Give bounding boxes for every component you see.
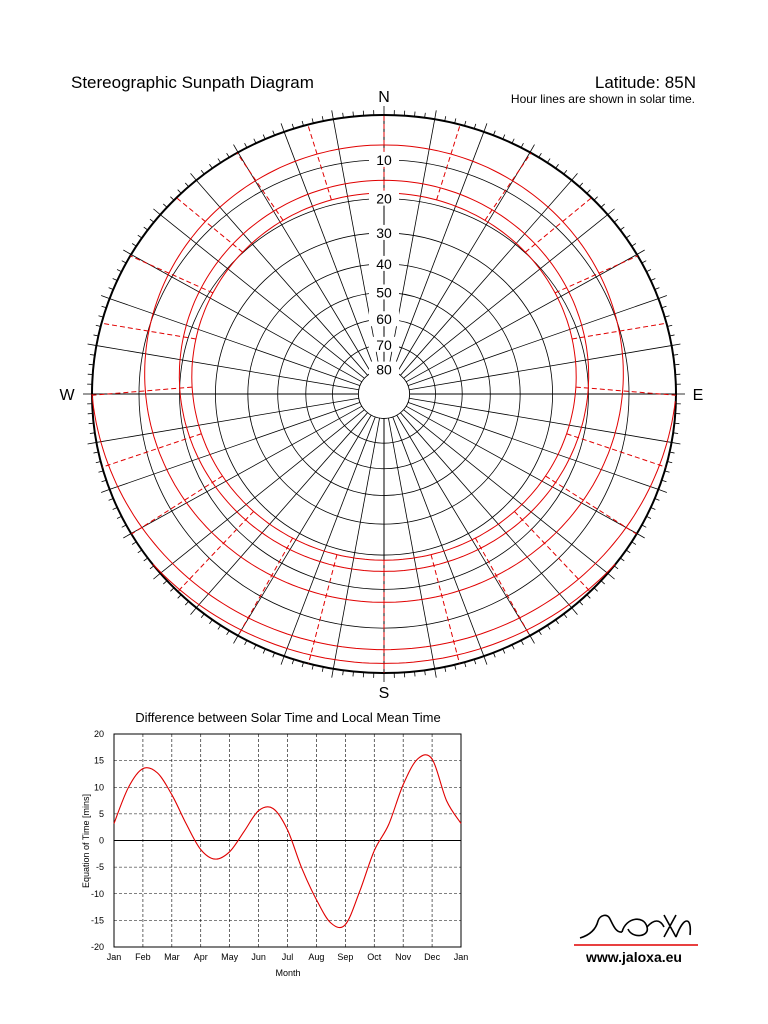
azimuth-tick xyxy=(608,209,615,215)
website-url: www.jaloxa.eu xyxy=(586,949,682,965)
azimuth-tick xyxy=(655,288,660,290)
azimuth-tick xyxy=(163,581,167,584)
azimuth-tick xyxy=(123,534,131,539)
azimuth-tick xyxy=(138,235,142,238)
azimuth-tick xyxy=(122,261,126,263)
altitude-label: 40 xyxy=(376,255,392,272)
hour-line xyxy=(555,256,638,293)
azimuth-tick xyxy=(651,278,656,280)
compass-south-label: S xyxy=(378,685,390,700)
azimuth-tick xyxy=(263,135,265,140)
azimuth-tick xyxy=(672,344,681,346)
azimuth-tick xyxy=(254,139,256,143)
azimuth-tick xyxy=(117,516,121,518)
y-tick-label: -15 xyxy=(90,915,104,926)
azimuth-tick xyxy=(153,573,160,579)
azimuth-tick xyxy=(594,197,598,200)
azimuth-tick xyxy=(170,588,174,591)
azimuth-tick xyxy=(281,123,284,131)
azimuth-tick xyxy=(353,112,354,117)
azimuth-tick xyxy=(539,631,542,635)
azimuth-tick xyxy=(646,270,650,272)
hour-line xyxy=(178,511,254,591)
azimuth-tick xyxy=(435,110,437,119)
azimuth-tick xyxy=(101,295,109,298)
azimuth-tick xyxy=(512,645,514,649)
azimuth-tick xyxy=(88,442,97,444)
chart-grid xyxy=(114,734,461,947)
azimuth-tick xyxy=(564,170,567,174)
azimuth-tick xyxy=(547,159,550,163)
azimuth-tick xyxy=(88,344,97,346)
azimuth-tick xyxy=(245,143,247,147)
azimuth-tick xyxy=(132,244,136,247)
x-tick-label: Jan xyxy=(453,952,469,962)
hour-line xyxy=(437,125,461,200)
azimuth-tick xyxy=(658,295,666,298)
jaloxa-logo xyxy=(572,905,702,950)
y-tick-label: 20 xyxy=(93,729,104,739)
chart-ticks xyxy=(91,729,468,962)
azimuth-tick xyxy=(201,614,204,618)
azimuth-tick xyxy=(572,173,578,180)
azimuth-tick xyxy=(138,550,142,553)
azimuth-tick xyxy=(674,423,679,424)
azimuth-tick xyxy=(642,261,646,263)
x-tick-label: May xyxy=(221,952,239,962)
azimuth-tick xyxy=(153,209,160,215)
azimuth-tick xyxy=(672,442,681,444)
azimuth-tick xyxy=(218,625,221,629)
azimuth-tick xyxy=(281,656,284,664)
azimuth-tick xyxy=(415,112,416,117)
azimuth-tick xyxy=(658,489,666,492)
azimuth-tick xyxy=(234,636,239,644)
azimuth-tick xyxy=(503,649,505,654)
hour-line xyxy=(131,476,222,534)
azimuth-tick xyxy=(123,250,131,255)
hour-line xyxy=(237,153,283,220)
azimuth-tick xyxy=(101,489,109,492)
x-tick-label: Oct xyxy=(367,952,382,962)
azimuth-tick xyxy=(651,507,656,509)
x-tick-label: Feb xyxy=(135,952,151,962)
altitude-label: 20 xyxy=(376,190,392,207)
azimuth-tick xyxy=(637,534,645,539)
azimuth-tick xyxy=(132,542,136,545)
azimuth-tick xyxy=(185,601,188,605)
azimuth-tick xyxy=(564,614,567,618)
azimuth-tick xyxy=(620,558,624,561)
altitude-label: 80 xyxy=(376,361,392,378)
azimuth-line xyxy=(160,410,364,574)
azimuth-tick xyxy=(113,507,118,509)
azimuth-tick xyxy=(332,669,334,678)
azimuth-tick xyxy=(601,204,605,207)
altitude-label: 10 xyxy=(376,151,392,168)
latitude-label: Latitude: 85N xyxy=(594,73,696,92)
azimuth-tick xyxy=(150,566,154,569)
hour-line xyxy=(308,125,332,200)
azimuth-tick xyxy=(178,190,181,194)
azimuth-tick xyxy=(144,227,148,230)
y-tick-label: 10 xyxy=(93,782,104,793)
azimuth-tick xyxy=(150,219,154,222)
azimuth-tick xyxy=(626,550,630,553)
azimuth-tick xyxy=(218,159,221,163)
azimuth-tick xyxy=(227,631,230,635)
azimuth-tick xyxy=(484,656,487,664)
azimuth-tick xyxy=(626,235,630,238)
compass-east-label: E xyxy=(692,387,704,404)
azimuth-tick xyxy=(332,110,334,119)
azimuth-tick xyxy=(556,164,559,168)
azimuth-tick xyxy=(579,183,582,187)
x-tick-label: Jun xyxy=(251,952,266,962)
hour-line xyxy=(485,153,531,220)
azimuth-tick xyxy=(245,640,247,644)
logo-script xyxy=(580,915,690,938)
y-tick-label: -10 xyxy=(90,888,104,899)
azimuth-tick xyxy=(353,671,354,676)
azimuth-tick xyxy=(637,250,645,255)
azimuth-tick xyxy=(594,588,598,591)
y-tick-label: 15 xyxy=(93,755,104,766)
azimuth-tick xyxy=(122,525,126,527)
azimuth-tick xyxy=(109,499,114,501)
azimuth-tick xyxy=(89,423,94,424)
azimuth-tick xyxy=(512,139,514,143)
azimuth-tick xyxy=(201,170,204,174)
altitude-label: 50 xyxy=(376,284,392,301)
azimuth-tick xyxy=(178,595,181,599)
compass-north-label: N xyxy=(378,89,390,106)
azimuth-tick xyxy=(263,649,265,654)
azimuth-tick xyxy=(191,173,197,180)
x-tick-label: Dec xyxy=(424,952,441,962)
y-tick-label: -5 xyxy=(95,862,104,873)
azimuth-tick xyxy=(601,581,605,584)
hour-line xyxy=(308,555,336,664)
azimuth-tick xyxy=(170,197,174,200)
azimuth-tick xyxy=(521,640,523,644)
azimuth-tick xyxy=(547,625,550,629)
azimuth-tick xyxy=(642,525,646,527)
altitude-label: 30 xyxy=(376,224,392,241)
x-tick-label: Nov xyxy=(395,952,412,962)
azimuth-tick xyxy=(484,123,487,131)
y-tick-label: 0 xyxy=(98,835,104,846)
azimuth-tick xyxy=(191,608,197,615)
azimuth-tick xyxy=(655,499,660,501)
azimuth-tick xyxy=(503,135,505,140)
azimuth-line xyxy=(400,413,571,608)
azimuth-tick xyxy=(608,573,615,579)
x-axis-label: Month xyxy=(275,968,301,978)
x-tick-label: Jan xyxy=(106,952,122,962)
x-tick-label: Jul xyxy=(281,952,294,962)
azimuth-tick xyxy=(674,364,679,365)
azimuth-tick xyxy=(163,204,167,207)
azimuth-tick xyxy=(109,288,114,290)
y-tick-label: 5 xyxy=(98,808,104,819)
azimuth-tick xyxy=(632,542,636,545)
altitude-label: 70 xyxy=(376,336,392,353)
azimuth-tick xyxy=(113,278,118,280)
x-tick-label: Aug xyxy=(308,952,325,962)
azimuth-tick xyxy=(556,620,559,624)
subtitle-note: Hour lines are shown in solar time. xyxy=(510,92,695,106)
hour-line xyxy=(546,476,637,534)
azimuth-tick xyxy=(435,669,437,678)
azimuth-tick xyxy=(572,608,578,615)
azimuth-tick xyxy=(539,153,542,157)
hour-line xyxy=(130,256,213,293)
azimuth-tick xyxy=(530,145,535,153)
hour-line xyxy=(431,555,459,664)
azimuth-tick xyxy=(614,219,618,222)
x-tick-label: Mar xyxy=(164,952,180,962)
azimuth-line xyxy=(196,413,367,608)
altitude-label: 60 xyxy=(376,311,392,328)
azimuth-tick xyxy=(144,558,148,561)
x-tick-label: Apr xyxy=(193,952,208,962)
azimuth-line xyxy=(404,410,608,574)
azimuth-tick xyxy=(521,143,523,147)
azimuth-tick xyxy=(209,164,212,168)
azimuth-tick xyxy=(620,227,624,230)
azimuth-tick xyxy=(89,364,94,365)
x-tick-label: Sep xyxy=(337,952,354,962)
azimuth-tick xyxy=(646,516,650,518)
azimuth-tick xyxy=(587,595,590,599)
y-tick-label: -20 xyxy=(90,942,104,952)
azimuth-tick xyxy=(614,566,618,569)
azimuth-tick xyxy=(227,153,230,157)
azimuth-tick xyxy=(632,244,636,247)
compass-west-label: W xyxy=(59,387,75,404)
azimuth-tick xyxy=(234,145,239,153)
azimuth-tick xyxy=(117,270,121,272)
azimuth-tick xyxy=(415,671,416,676)
azimuth-tick xyxy=(185,183,188,187)
hour-line xyxy=(514,511,590,591)
azimuth-tick xyxy=(530,636,535,644)
y-axis-label: Equation of Time [mins] xyxy=(81,793,91,889)
azimuth-tick xyxy=(254,645,256,649)
azimuth-tick xyxy=(209,620,212,624)
azimuth-tick xyxy=(587,190,590,194)
chart-title: Difference between Solar Time and Local Mean Time xyxy=(135,710,441,725)
azimuth-tick xyxy=(579,601,582,605)
page-title: Stereographic Sunpath Diagram xyxy=(71,73,314,92)
